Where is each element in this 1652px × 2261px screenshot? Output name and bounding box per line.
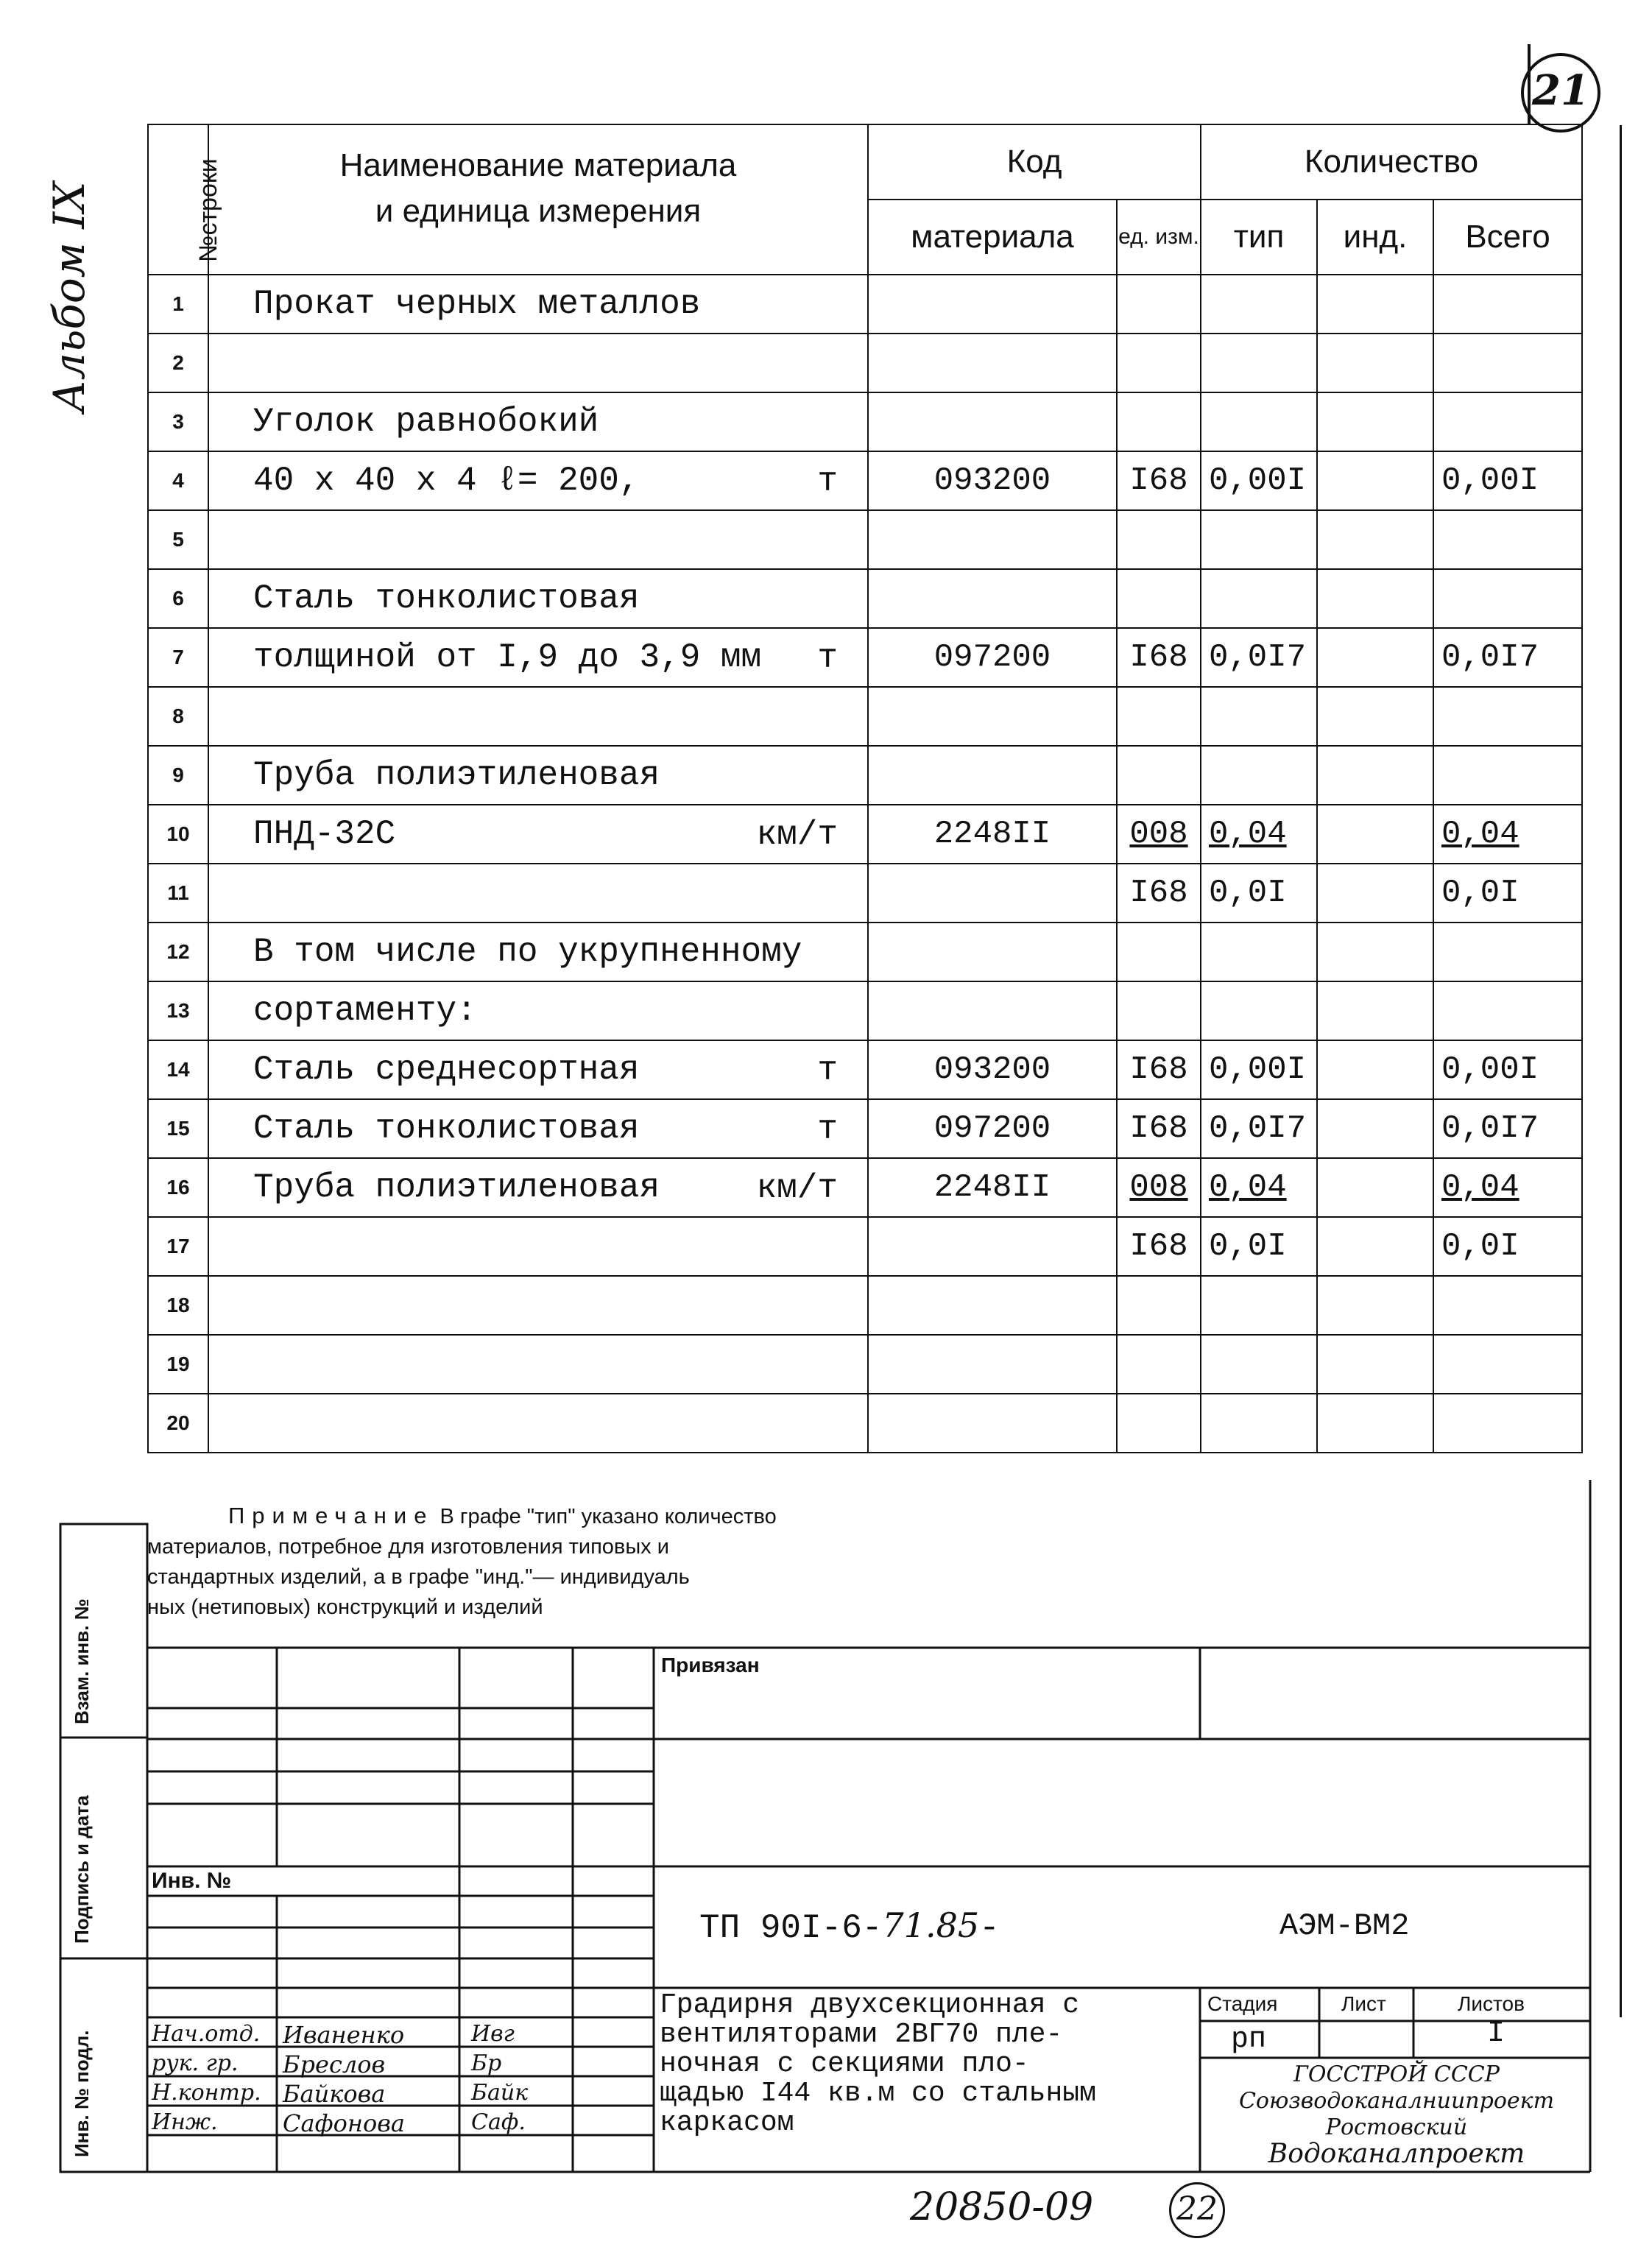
unit-code: I68 xyxy=(1117,1099,1201,1158)
qty-total: 0,0I xyxy=(1433,864,1582,923)
org-block: ГОССТРОЙ СССР Союзводоканалниипроект Ростовский Водоканалпроект xyxy=(1238,2061,1555,2169)
stage-header: Стадия xyxy=(1207,1992,1278,2015)
material-code: 093200 xyxy=(868,451,1117,510)
note-line3: стандартных изделий, а в графе "инд."— индивидуаль xyxy=(147,1565,690,1589)
row-number: 8 xyxy=(148,687,208,746)
row-number: 15 xyxy=(148,1099,208,1158)
side-podpis: Подпись и дата xyxy=(71,1795,93,1944)
corner-page-number: 21 xyxy=(1532,66,1589,115)
unit-code: I68 xyxy=(1117,451,1201,510)
material-code: 093200 xyxy=(868,1040,1117,1099)
project-title: Градирня двухсекционная с вентиляторами 2ВГ70 пле- ночная с секциями пло- щадью I44 кв.м со стальным каркасом xyxy=(660,1989,1096,2139)
row-number: 14 xyxy=(148,1040,208,1099)
qty-type: 0,04 xyxy=(1201,1158,1317,1217)
header-code-unit: ед. изм. xyxy=(1117,200,1201,275)
row-number: 2 xyxy=(148,334,208,392)
note-line2: материалов, потребное для изготовления типовых и xyxy=(147,1535,669,1559)
note-line1: В графе "тип" указано количество xyxy=(440,1505,777,1528)
signer-name: Байкова xyxy=(283,2080,386,2108)
material-name-text: Труба полиэтиленовая xyxy=(253,1168,660,1207)
qty-total: 0,0I7 xyxy=(1433,1099,1582,1158)
qty-total: 0,0I7 xyxy=(1433,628,1582,687)
row-number: 19 xyxy=(148,1335,208,1394)
row-number: 3 xyxy=(148,392,208,451)
signer-signature: Байк xyxy=(471,2080,529,2106)
inv-no-label: Инв. № xyxy=(152,1869,232,1893)
material-code: 097200 xyxy=(868,628,1117,687)
row-number: 7 xyxy=(148,628,208,687)
row-number: 17 xyxy=(148,1217,208,1276)
row-number: 12 xyxy=(148,923,208,981)
unit-code: I68 xyxy=(1117,1040,1201,1099)
note-title: Примечание xyxy=(228,1503,434,1528)
material-name-text: ПНД-32С xyxy=(253,815,396,853)
sheets-header: Листов xyxy=(1458,1992,1525,2015)
qty-type: 0,00I xyxy=(1201,1040,1317,1099)
sheet-header: Лист xyxy=(1341,1992,1386,2015)
header-code-material: материала xyxy=(868,200,1117,275)
qty-type: 0,0I xyxy=(1201,1217,1317,1276)
signer-signature: Бр xyxy=(471,2050,502,2076)
side-inv: Инв. № подл. xyxy=(71,2030,93,2157)
privyazan-label: Привязан xyxy=(661,1654,760,1676)
material-unit: км/т xyxy=(756,1169,838,1207)
signer-role: Н.контр. xyxy=(152,2080,261,2106)
unit-code: I68 xyxy=(1117,864,1201,923)
qty-total: 0,0I xyxy=(1433,1217,1582,1276)
stage-value: рп xyxy=(1231,2023,1267,2056)
row-number: 5 xyxy=(148,510,208,569)
footer-number: 20850-09 xyxy=(910,2185,1094,2229)
row-number: 4 xyxy=(148,451,208,510)
material-name-text: Сталь тонколистовая xyxy=(253,1110,640,1148)
material-name-text: Прокат черных металлов xyxy=(253,285,701,323)
unit-code: I68 xyxy=(1117,628,1201,687)
note-line4: ных (нетиповых) конструкций и изделий xyxy=(147,1595,543,1619)
row-number: 9 xyxy=(148,746,208,805)
material-code: 2248II xyxy=(868,805,1117,864)
row-number: 20 xyxy=(148,1394,208,1453)
qty-total: 0,04 xyxy=(1433,805,1582,864)
qty-type: 0,0I7 xyxy=(1201,1099,1317,1158)
material-unit: т xyxy=(817,1110,838,1149)
qty-type: 0,00I xyxy=(1201,451,1317,510)
material-unit: км/т xyxy=(756,816,838,854)
signer-name: Сафонова xyxy=(283,2109,405,2137)
header-name: Наименование материала и единица измерения xyxy=(208,124,868,275)
row-number: 18 xyxy=(148,1276,208,1335)
sheets-value: I xyxy=(1487,2017,1505,2050)
header-ind: инд. xyxy=(1317,200,1433,275)
album-label: Альбом IX xyxy=(44,181,94,412)
side-vzam: Взам. инв. № xyxy=(71,1598,93,1724)
qty-type: 0,0I xyxy=(1201,864,1317,923)
signer-name: Иваненко xyxy=(283,2021,405,2049)
material-name-text: В том числе по укрупненному xyxy=(253,933,802,971)
unit-code: 008 xyxy=(1117,1158,1201,1217)
unit-code: I68 xyxy=(1117,1217,1201,1276)
material-code: 2248II xyxy=(868,1158,1117,1217)
doc-mark: АЭМ-ВМ2 xyxy=(1279,1908,1410,1944)
signer-signature: Саф. xyxy=(471,2109,526,2135)
signer-role: Нач.отд. xyxy=(152,2021,261,2047)
material-name-text: толщиной от I,9 до 3,9 мм xyxy=(253,638,762,677)
signer-role: Инж. xyxy=(152,2109,218,2135)
header-code: Код xyxy=(868,124,1201,200)
header-type: тип xyxy=(1201,200,1317,275)
material-unit: т xyxy=(817,462,838,501)
qty-total: 0,04 xyxy=(1433,1158,1582,1217)
row-number: 16 xyxy=(148,1158,208,1217)
row-number: 11 xyxy=(148,864,208,923)
material-name-text: Сталь тонколистовая xyxy=(253,579,640,618)
material-name-text: Труба полиэтиленовая xyxy=(253,756,660,794)
material-name-text: 40 x 40 x 4 ℓ= 200, xyxy=(253,462,640,500)
signer-name: Бреслов xyxy=(283,2050,386,2078)
qty-total: 0,00I xyxy=(1433,1040,1582,1099)
footer-page-number: 22 xyxy=(1176,2190,1218,2228)
header-quantity: Количество xyxy=(1201,124,1582,200)
row-number: 10 xyxy=(148,805,208,864)
row-number: 1 xyxy=(148,275,208,334)
qty-type: 0,0I7 xyxy=(1201,628,1317,687)
row-number: 6 xyxy=(148,569,208,628)
qty-type: 0,04 xyxy=(1201,805,1317,864)
material-unit: т xyxy=(817,1051,838,1090)
material-unit: т xyxy=(817,639,838,677)
row-number: 13 xyxy=(148,981,208,1040)
material-code: 097200 xyxy=(868,1099,1117,1158)
material-name-text: сортаменту: xyxy=(253,992,477,1030)
footer-page-badge xyxy=(1169,2182,1225,2238)
unit-code: 008 xyxy=(1117,805,1201,864)
material-name-text: Уголок равнобокий xyxy=(253,403,599,441)
signer-role: рук. гр. xyxy=(152,2050,239,2076)
material-name-text: Сталь среднесортная xyxy=(253,1051,640,1089)
signer-signature: Ивг xyxy=(471,2021,515,2047)
header-row-no: №строки xyxy=(148,124,208,275)
qty-total: 0,00I xyxy=(1433,451,1582,510)
header-total: Всего xyxy=(1433,200,1582,275)
doc-code: ТП 90I-6-71.85- xyxy=(699,1905,1000,1947)
